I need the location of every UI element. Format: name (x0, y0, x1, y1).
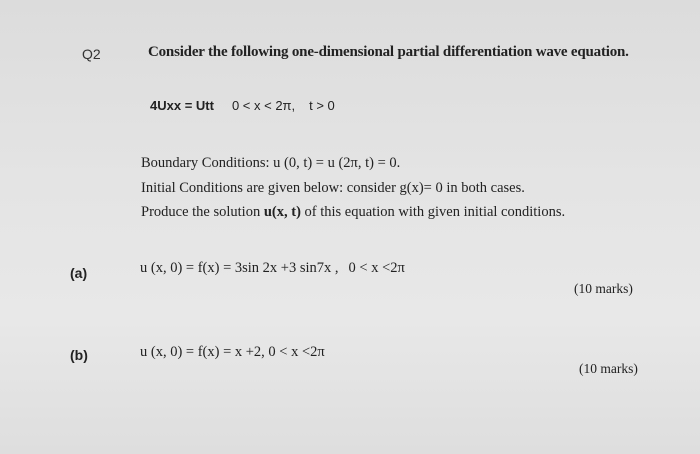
initial-conditions: Initial Conditions are given below: consider g(x)= 0 in both cases. (141, 180, 525, 196)
part-b-label: (b) (70, 347, 88, 363)
wave-equation (150, 98, 335, 113)
part-a-formula (140, 260, 405, 277)
question-intro: Consider the following one-dimensional partial differentiation wave equation. (148, 44, 629, 60)
part-a-domain: 0 < x <2π (348, 260, 405, 276)
produce-instruction (141, 204, 565, 221)
part-b-marks: (10 marks) (579, 361, 638, 376)
part-a-marks: (10 marks) (574, 281, 633, 296)
equation-lhs: 4Uxx = Utt (150, 98, 214, 113)
equation-time-condition: t > 0 (309, 98, 335, 113)
produce-solution-term: u(x, t) (263, 204, 301, 220)
produce-suffix: of this equation with given initial conditions. (300, 204, 566, 220)
part-a-formula-text: u (x, 0) = f(x) = 3sin 2x +3 sin7x , (140, 260, 339, 276)
question-number: Q2 (82, 46, 101, 62)
equation-domain: 0 < x < 2π, (231, 98, 296, 113)
part-b-formula: u (x, 0) = f(x) = x +2, 0 < x <2π (140, 344, 325, 360)
part-a-label: (a) (70, 265, 88, 281)
produce-prefix: Produce the solution (141, 204, 264, 220)
boundary-conditions: Boundary Conditions: u (0, t) = u (2π, t) = 0. (141, 155, 401, 171)
